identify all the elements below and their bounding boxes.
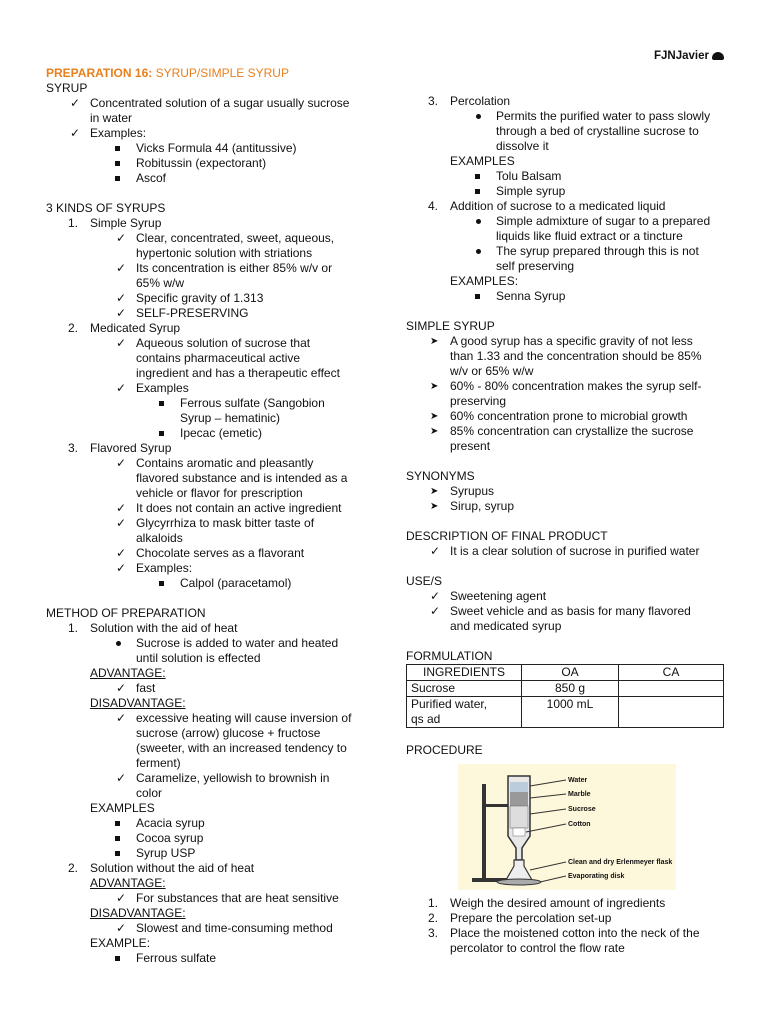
list-number: 3. bbox=[68, 441, 79, 455]
text-line bbox=[46, 501, 376, 516]
text-line bbox=[46, 201, 376, 216]
line-text: FORMULATION bbox=[406, 649, 493, 663]
line-text: Addition of sucrose to a medicated liquid bbox=[450, 199, 666, 213]
line-text: EXAMPLES: bbox=[450, 274, 519, 288]
text-line bbox=[46, 711, 376, 726]
square-bullet-icon bbox=[475, 188, 480, 194]
text-line bbox=[406, 124, 736, 139]
arrow-icon: ➤ bbox=[430, 411, 439, 422]
line-text: Calpol (paracetamol) bbox=[180, 576, 292, 590]
line-text: Ferrous sulfate (Sangobion bbox=[180, 396, 325, 410]
check-icon: ✓ bbox=[430, 589, 441, 603]
text-line bbox=[46, 666, 376, 681]
square-bullet-icon bbox=[115, 145, 120, 151]
line-text: Cocoa syrup bbox=[136, 831, 204, 845]
check-icon: ✓ bbox=[116, 336, 127, 350]
line-text: ingredient and has a therapeutic effect bbox=[136, 366, 340, 380]
square-bullet-icon bbox=[115, 160, 120, 166]
table-cell: Sucrose bbox=[407, 681, 522, 697]
text-line bbox=[46, 681, 376, 696]
procedure-heading: PROCEDURE bbox=[406, 743, 483, 757]
arrow-icon: ➤ bbox=[430, 501, 439, 512]
line-text: Slowest and time-consuming method bbox=[136, 921, 333, 935]
list-number: 1. bbox=[68, 621, 79, 635]
text-line bbox=[46, 291, 376, 306]
line-text: Prepare the percolation set-up bbox=[450, 911, 612, 925]
check-icon: ✓ bbox=[116, 381, 127, 395]
square-bullet-icon bbox=[159, 580, 164, 586]
check-icon: ✓ bbox=[116, 711, 127, 725]
square-bullet-icon bbox=[475, 293, 480, 299]
line-text: DESCRIPTION OF FINAL PRODUCT bbox=[406, 529, 608, 543]
text-line bbox=[46, 156, 376, 171]
line-text: Examples bbox=[136, 381, 189, 395]
text-line bbox=[406, 364, 736, 379]
text-line bbox=[46, 861, 376, 876]
text-line bbox=[46, 876, 376, 891]
line-text: It does not contain an active ingredient bbox=[136, 501, 342, 515]
text-line bbox=[46, 171, 376, 186]
turtle-icon bbox=[712, 52, 724, 60]
text-line bbox=[46, 576, 376, 591]
check-icon: ✓ bbox=[430, 544, 441, 558]
check-icon: ✓ bbox=[116, 681, 127, 695]
percolation-figure bbox=[458, 764, 676, 890]
line-text: self preserving bbox=[496, 259, 575, 273]
line-text: Aqueous solution of sucrose that bbox=[136, 336, 311, 350]
line-text: Sirup, syrup bbox=[450, 499, 515, 513]
line-text: EXAMPLES bbox=[450, 154, 515, 168]
text-line bbox=[406, 319, 736, 334]
text-line bbox=[46, 351, 376, 366]
line-text: Flavored Syrup bbox=[90, 441, 172, 455]
line-text: Medicated Syrup bbox=[90, 321, 181, 335]
text-line bbox=[46, 936, 376, 951]
check-icon: ✓ bbox=[116, 261, 127, 275]
line-text: Simple admixture of sugar to a prepared bbox=[496, 214, 711, 228]
text-line bbox=[406, 484, 736, 499]
figure-label: Cotton bbox=[568, 821, 591, 828]
text-line bbox=[46, 381, 376, 396]
text-line bbox=[406, 499, 736, 514]
dot-bullet-icon bbox=[116, 640, 121, 646]
text-line bbox=[46, 561, 376, 576]
line-text: For substances that are heat sensitive bbox=[136, 891, 339, 905]
line-text: SYRUP bbox=[46, 81, 88, 95]
line-text: ADVANTAGE: bbox=[90, 666, 166, 680]
line-text: Sucrose is added to water and heated bbox=[136, 636, 339, 650]
line-text: EXAMPLES bbox=[90, 801, 155, 815]
figure-label: Evaporating disk bbox=[568, 873, 625, 880]
table-row bbox=[407, 681, 724, 697]
square-bullet-icon bbox=[159, 430, 164, 436]
text-line bbox=[406, 544, 736, 559]
table-row bbox=[407, 697, 724, 728]
line-text: 65% w/w bbox=[136, 276, 185, 290]
text-line bbox=[46, 396, 376, 411]
line-text: Ferrous sulfate bbox=[136, 951, 217, 965]
list-number: 2. bbox=[68, 321, 79, 335]
text-line bbox=[406, 244, 736, 259]
text-line bbox=[46, 801, 376, 816]
text-line bbox=[46, 621, 376, 636]
right-top-section bbox=[406, 94, 736, 664]
line-text: preserving bbox=[450, 394, 507, 408]
line-text: Examples: bbox=[90, 126, 147, 140]
text-line bbox=[406, 169, 736, 184]
check-icon: ✓ bbox=[116, 501, 127, 515]
table-cell bbox=[619, 697, 724, 728]
line-text: Vicks Formula 44 (antitussive) bbox=[136, 141, 297, 155]
text-line bbox=[46, 441, 376, 456]
text-line bbox=[406, 229, 736, 244]
line-text: Senna Syrup bbox=[496, 289, 566, 303]
line-text: Syrup USP bbox=[136, 846, 196, 860]
line-text: alkaloids bbox=[136, 531, 183, 545]
text-line bbox=[46, 951, 376, 966]
line-text: Examples: bbox=[136, 561, 193, 575]
text-line bbox=[46, 756, 376, 771]
text-line bbox=[406, 409, 736, 424]
text-line bbox=[406, 259, 736, 274]
text-line bbox=[46, 111, 376, 126]
line-text: Chocolate serves as a flavorant bbox=[136, 546, 305, 560]
line-text: Percolation bbox=[450, 94, 511, 108]
text-line bbox=[46, 546, 376, 561]
list-number: 1. bbox=[68, 216, 79, 230]
text-line bbox=[406, 394, 736, 409]
line-text: Tolu Balsam bbox=[496, 169, 562, 183]
square-bullet-icon bbox=[475, 173, 480, 179]
text-line bbox=[46, 96, 376, 111]
text-line bbox=[46, 486, 376, 501]
title-prefix: PREPARATION 16: bbox=[46, 66, 153, 80]
line-text: liquids like fluid extract or a tincture bbox=[496, 229, 683, 243]
text-line bbox=[406, 529, 736, 544]
line-text: Solution with the aid of heat bbox=[90, 621, 238, 635]
text-line bbox=[46, 636, 376, 651]
text-line bbox=[46, 471, 376, 486]
text-line bbox=[46, 321, 376, 336]
line-text: Specific gravity of 1.313 bbox=[136, 291, 264, 305]
figure-label: Water bbox=[568, 777, 588, 784]
arrow-icon: ➤ bbox=[430, 381, 439, 392]
text-line bbox=[46, 141, 376, 156]
table-cell bbox=[619, 681, 724, 697]
check-icon: ✓ bbox=[116, 561, 127, 575]
text-line bbox=[46, 411, 376, 426]
dot-bullet-icon bbox=[476, 248, 481, 254]
line-text: The syrup prepared through this is not bbox=[496, 244, 699, 258]
text-line bbox=[406, 184, 736, 199]
percolation-setup-diagram bbox=[458, 764, 676, 890]
text-line bbox=[46, 336, 376, 351]
line-text: Weigh the desired amount of ingredients bbox=[450, 896, 666, 910]
list-number: 2. bbox=[428, 911, 439, 925]
line-text: USE/S bbox=[406, 574, 443, 588]
line-text: A good syrup has a specific gravity of not less bbox=[450, 334, 693, 348]
table-cell: Purified water, qs ad bbox=[407, 697, 522, 728]
text-line bbox=[406, 926, 736, 941]
line-text: through a bed of crystalline sucrose to bbox=[496, 124, 699, 138]
line-text: vehicle or flavor for prescription bbox=[136, 486, 303, 500]
arrow-icon: ➤ bbox=[430, 426, 439, 437]
text-line bbox=[46, 606, 376, 621]
square-bullet-icon bbox=[115, 955, 120, 961]
procedure-steps bbox=[406, 896, 736, 956]
page-title bbox=[46, 66, 376, 81]
line-text: Sweetening agent bbox=[450, 589, 547, 603]
text-line bbox=[46, 696, 376, 711]
text-line bbox=[46, 726, 376, 741]
line-text: DISADVANTAGE: bbox=[90, 906, 186, 920]
line-text: w/v or 65% w/w bbox=[450, 364, 534, 378]
text-line bbox=[406, 349, 736, 364]
check-icon: ✓ bbox=[116, 546, 127, 560]
text-line bbox=[406, 424, 736, 439]
line-text: ADVANTAGE: bbox=[90, 876, 166, 890]
text-line bbox=[46, 81, 376, 96]
line-text: 60% - 80% concentration makes the syrup self- bbox=[450, 379, 702, 393]
list-number: 3. bbox=[428, 94, 439, 108]
text-line bbox=[406, 199, 736, 214]
line-text: Caramelize, yellowish to brownish in bbox=[136, 771, 330, 785]
line-text: flavored substance and is intended as a bbox=[136, 471, 348, 485]
dot-bullet-icon bbox=[476, 113, 481, 119]
line-text: percolator to control the flow rate bbox=[450, 941, 625, 955]
right-column bbox=[406, 94, 736, 956]
table-cell: 1000 mL bbox=[522, 697, 619, 728]
square-bullet-icon bbox=[115, 850, 120, 856]
text-line bbox=[406, 439, 736, 454]
line-text: It is a clear solution of sucrose in purified water bbox=[450, 544, 700, 558]
line-text: (sweeter, with an increased tendency to bbox=[136, 741, 347, 755]
text-line bbox=[406, 94, 736, 109]
line-text: Simple Syrup bbox=[90, 216, 162, 230]
line-text: Acacia syrup bbox=[136, 816, 205, 830]
text-line bbox=[406, 214, 736, 229]
square-bullet-icon bbox=[115, 835, 120, 841]
title-rest: SYRUP/SIMPLE SYRUP bbox=[152, 66, 289, 80]
line-text: Syrup – hematinic) bbox=[180, 411, 281, 425]
line-text: Sweet vehicle and as basis for many flavored bbox=[450, 604, 691, 618]
text-line bbox=[46, 741, 376, 756]
text-line bbox=[406, 604, 736, 619]
table-header-cell: OA bbox=[522, 665, 619, 681]
check-icon: ✓ bbox=[116, 306, 127, 320]
line-text: dissolve it bbox=[496, 139, 549, 153]
text-line bbox=[406, 289, 736, 304]
list-number: 4. bbox=[428, 199, 439, 213]
check-icon: ✓ bbox=[430, 604, 441, 618]
check-icon: ✓ bbox=[70, 96, 81, 110]
line-text: SYNONYMS bbox=[406, 469, 475, 483]
line-text: 85% concentration can crystallize the sucrose bbox=[450, 424, 694, 438]
text-line bbox=[406, 896, 736, 911]
line-text: Concentrated solution of a sugar usually sucrose bbox=[90, 96, 350, 110]
arrow-icon: ➤ bbox=[430, 336, 439, 347]
list-number: 1. bbox=[428, 896, 439, 910]
text-line bbox=[46, 366, 376, 381]
text-line bbox=[406, 911, 736, 926]
figure-label: Marble bbox=[568, 791, 591, 798]
table-header-cell: CA bbox=[619, 665, 724, 681]
text-line bbox=[46, 426, 376, 441]
line-text: color bbox=[136, 786, 163, 800]
line-text: in water bbox=[90, 111, 133, 125]
line-text: EXAMPLE: bbox=[90, 936, 151, 950]
text-line bbox=[46, 216, 376, 231]
line-text: DISADVANTAGE: bbox=[90, 696, 186, 710]
line-text: Place the moistened cotton into the neck of the bbox=[450, 926, 700, 940]
check-icon: ✓ bbox=[116, 231, 127, 245]
line-text: hypertonic solution with striations bbox=[136, 246, 313, 260]
text-line bbox=[46, 831, 376, 846]
table-header-row bbox=[407, 665, 724, 681]
line-text: Robitussin (expectorant) bbox=[136, 156, 267, 170]
text-line bbox=[46, 891, 376, 906]
line-text: Permits the purified water to pass slowly bbox=[496, 109, 711, 123]
text-line bbox=[406, 334, 736, 349]
text-line bbox=[46, 771, 376, 786]
text-line bbox=[406, 154, 736, 169]
text-line bbox=[46, 246, 376, 261]
table-header-cell: INGREDIENTS bbox=[407, 665, 522, 681]
line-text: Glycyrrhiza to mask bitter taste of bbox=[136, 516, 315, 530]
table-cell: 850 g bbox=[522, 681, 619, 697]
text-line bbox=[46, 786, 376, 801]
text-line bbox=[406, 649, 736, 664]
check-icon: ✓ bbox=[116, 771, 127, 785]
figure-label: Sucrose bbox=[568, 806, 596, 813]
list-number: 2. bbox=[68, 861, 79, 875]
check-icon: ✓ bbox=[116, 921, 127, 935]
formulation-table bbox=[406, 664, 724, 728]
dot-bullet-icon bbox=[476, 218, 481, 224]
text-line bbox=[46, 531, 376, 546]
line-text: Solution without the aid of heat bbox=[90, 861, 255, 875]
line-text: present bbox=[450, 439, 491, 453]
text-line bbox=[46, 306, 376, 321]
line-text: 3 KINDS OF SYRUPS bbox=[46, 201, 166, 215]
author-name: FJNJavier bbox=[654, 50, 709, 62]
text-line bbox=[406, 109, 736, 124]
check-icon: ✓ bbox=[116, 891, 127, 905]
line-text: ferment) bbox=[136, 756, 181, 770]
left-column bbox=[46, 66, 376, 966]
text-line bbox=[46, 816, 376, 831]
arrow-icon: ➤ bbox=[430, 486, 439, 497]
line-text: SIMPLE SYRUP bbox=[406, 319, 495, 333]
line-text: contains pharmaceutical active bbox=[136, 351, 301, 365]
square-bullet-icon bbox=[115, 175, 120, 181]
text-line bbox=[406, 574, 736, 589]
text-line bbox=[46, 456, 376, 471]
text-line bbox=[46, 651, 376, 666]
square-bullet-icon bbox=[159, 400, 164, 406]
line-text: fast bbox=[136, 681, 156, 695]
square-bullet-icon bbox=[115, 820, 120, 826]
check-icon: ✓ bbox=[116, 516, 127, 530]
line-text: 60% concentration prone to microbial growth bbox=[450, 409, 688, 423]
line-text: and medicated syrup bbox=[450, 619, 562, 633]
text-line bbox=[46, 231, 376, 246]
line-text: METHOD OF PREPARATION bbox=[46, 606, 206, 620]
line-text: Its concentration is either 85% w/v or bbox=[136, 261, 333, 275]
text-line bbox=[406, 274, 736, 289]
text-line bbox=[46, 126, 376, 141]
author-header bbox=[654, 49, 724, 64]
check-icon: ✓ bbox=[70, 126, 81, 140]
figure-label: Clean and dry Erlenmeyer flask bbox=[568, 859, 673, 866]
text-line bbox=[46, 906, 376, 921]
text-line bbox=[406, 469, 736, 484]
text-line bbox=[46, 276, 376, 291]
check-icon: ✓ bbox=[116, 456, 127, 470]
line-text: Syrupus bbox=[450, 484, 495, 498]
text-line bbox=[46, 261, 376, 276]
text-line bbox=[406, 619, 736, 634]
line-text: sucrose (arrow) glucose + fructose bbox=[136, 726, 321, 740]
check-icon: ✓ bbox=[116, 291, 127, 305]
line-text: until solution is effected bbox=[136, 651, 261, 665]
text-line bbox=[406, 589, 736, 604]
line-text: Ascof bbox=[136, 171, 167, 185]
text-line bbox=[406, 941, 736, 956]
text-line bbox=[46, 516, 376, 531]
line-text: Simple syrup bbox=[496, 184, 566, 198]
text-line bbox=[46, 846, 376, 861]
line-text: than 1.33 and the concentration should be 85% bbox=[450, 349, 702, 363]
line-text: excessive heating will cause inversion of bbox=[136, 711, 352, 725]
text-line bbox=[406, 379, 736, 394]
line-text: SELF-PRESERVING bbox=[136, 306, 249, 320]
line-text: Clear, concentrated, sweet, aqueous, bbox=[136, 231, 335, 245]
text-line bbox=[406, 139, 736, 154]
line-text: Ipecac (emetic) bbox=[180, 426, 263, 440]
line-text: Contains aromatic and pleasantly bbox=[136, 456, 314, 470]
text-line bbox=[46, 921, 376, 936]
list-number: 3. bbox=[428, 926, 439, 940]
